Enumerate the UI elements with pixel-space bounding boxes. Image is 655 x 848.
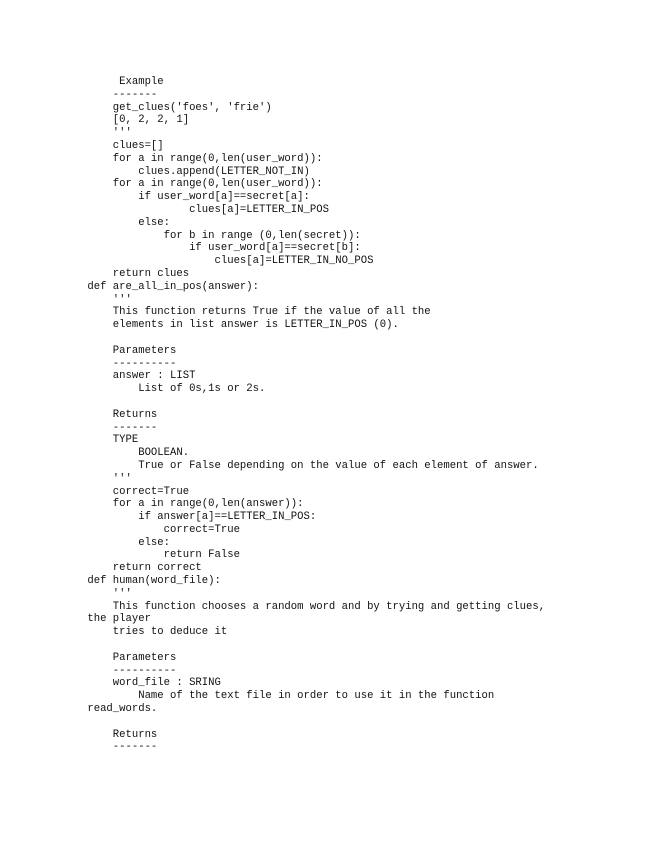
code-line: This function chooses a random word and by trying and getting clues, [81,600,546,613]
code-line: return correct [81,562,202,575]
code-line: correct=True [81,523,240,536]
code-line: def are_all_in_pos(answer): [81,280,260,293]
code-line: ''' [81,127,132,140]
code-line: return False [81,549,240,562]
code-line: read_words. [81,703,158,716]
code-line: word_file : SRING [81,677,221,690]
code-line: Parameters [81,344,177,357]
code-line: [0, 2, 2, 1] [81,114,190,127]
code-line: This function returns True if the value of all the [81,306,431,319]
code-line: tries to deduce it [81,626,228,639]
code-line: clues[a]=LETTER_IN_POS [81,203,329,216]
code-line: TYPE [81,434,139,447]
code-line: for a in range(0,len(user_word)): [81,178,323,191]
code-line: if answer[a]==LETTER_IN_POS: [81,511,317,524]
code-line: clues=[] [81,139,164,152]
code-line: ------- [81,88,158,101]
code-line: if user_word[a]==secret[b]: [81,242,361,255]
code-line [81,396,545,409]
code-line: correct=True [81,485,190,498]
code-line: ''' [81,587,132,600]
code-line: Example [81,76,164,88]
code-line: else: [81,216,171,229]
code-line: ---------- [81,357,177,370]
code-line: ---------- [81,664,177,677]
code-line: for a in range(0,len(user_word)): [81,152,323,165]
code-line [81,639,545,652]
code-line: BOOLEAN. [81,447,190,460]
code-line: the player [81,613,151,626]
code-line: Returns [81,408,158,421]
code-line: Returns [81,728,158,741]
code-line: clues[a]=LETTER_IN_NO_POS [81,255,374,268]
code-line [81,716,545,729]
code-line: Parameters [81,651,177,664]
code-line: ------- [81,421,158,434]
code-line: Name of the text file in order to use it in the function [81,690,495,703]
code-line: answer : LIST [81,370,196,383]
code-line [81,332,545,345]
code-line: for a in range(0,len(answer)): [81,498,304,511]
code-line: ------- [81,741,158,754]
code-line: List of 0s,1s or 2s. [81,383,266,396]
code-line: if user_word[a]==secret[a]: [81,191,310,204]
code-line: ''' [81,293,132,306]
code-line: get_clues('foes', 'frie') [81,101,272,114]
code-line: clues.append(LETTER_NOT_IN) [81,165,310,178]
code-line: for b in range (0,len(secret)): [81,229,361,242]
code-line: ''' [81,472,132,485]
code-line: elements in list answer is LETTER_IN_POS (0). [81,319,399,332]
code-line: return clues [81,267,190,280]
code-listing [81,76,545,754]
code-line: else: [81,536,171,549]
code-line: def human(word_file): [81,575,221,588]
code-line: True or False depending on the value of each element of answer. [81,459,539,472]
